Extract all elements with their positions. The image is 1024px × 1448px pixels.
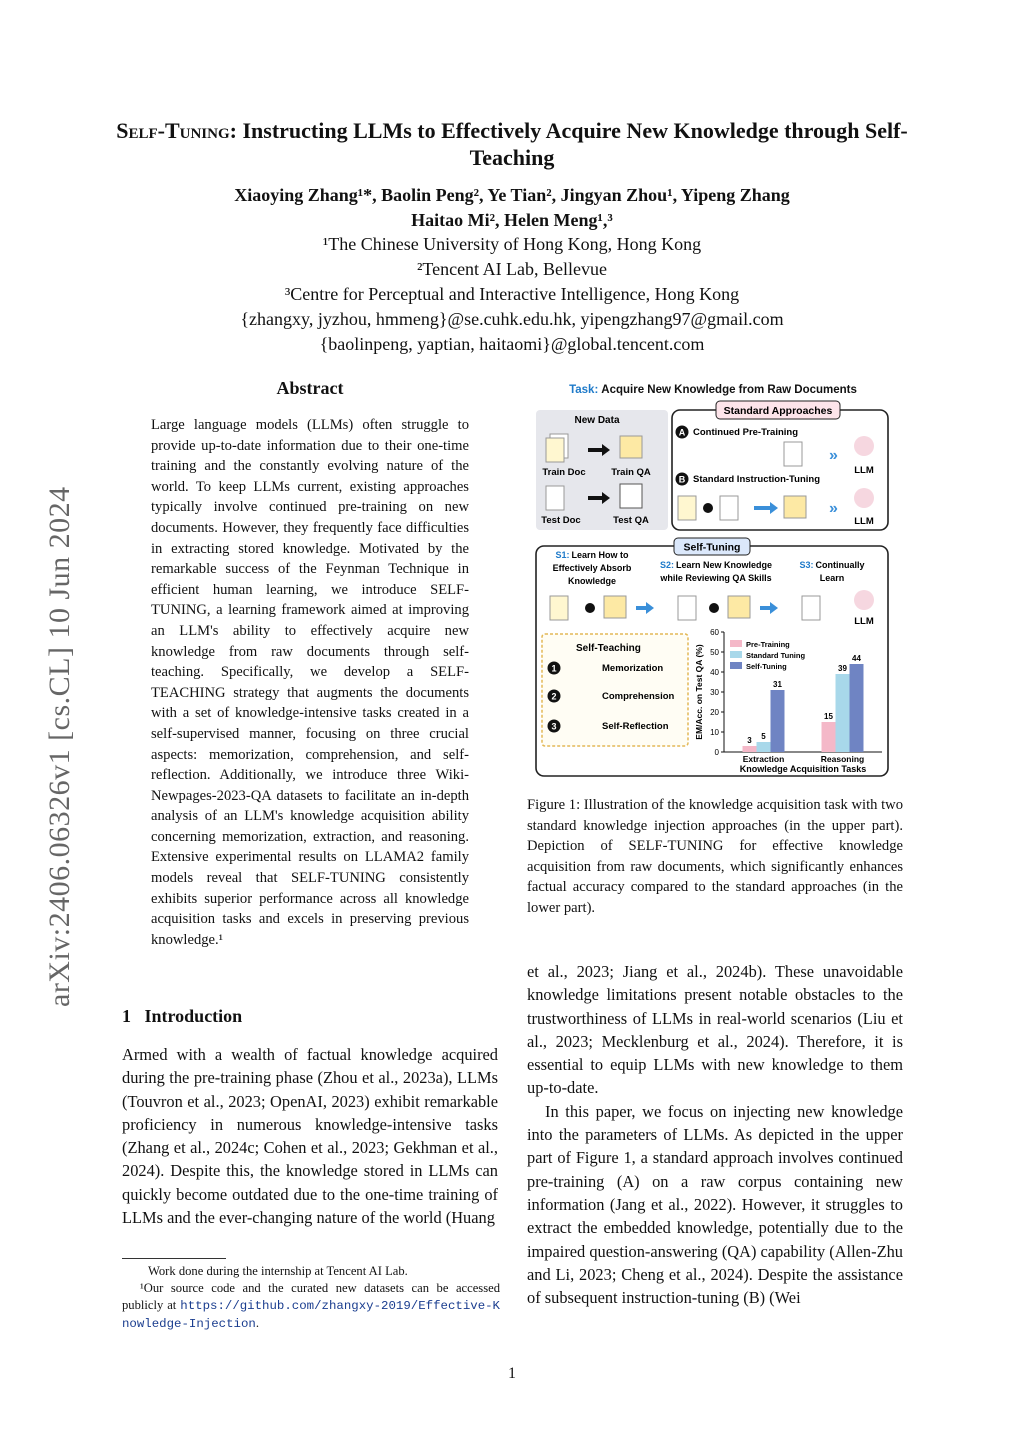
y-tick-label: 40 xyxy=(710,668,719,677)
llm-mascot-icon-c xyxy=(854,590,874,610)
footnote-link[interactable]: https://github.com/zhangxy-2019/Effective-Knowledge-Injection xyxy=(122,1299,500,1331)
bar-self-tuning xyxy=(850,664,864,752)
memorization-label: Memorization xyxy=(602,663,664,674)
y-tick-label: 0 xyxy=(714,748,719,757)
task-label: Task: xyxy=(569,384,599,396)
step-b-label: Standard Instruction-Tuning xyxy=(693,474,821,485)
bar-pre-training xyxy=(743,746,757,752)
plus-icon xyxy=(703,503,713,513)
bar-pre-training xyxy=(822,722,836,752)
bar-self-tuning xyxy=(771,690,785,752)
s3-line2: Learn xyxy=(819,573,845,583)
title-rest: : Instructing LLMs to Effectively Acquire New Knowledge through Self-Teaching xyxy=(229,118,908,170)
self-reflection-num: 3 xyxy=(551,721,557,732)
self-reflection-label: Self-Reflection xyxy=(602,721,669,732)
comprehension-num: 2 xyxy=(551,691,557,702)
s2-doc-icon xyxy=(678,596,696,620)
author-list xyxy=(100,183,924,233)
legend-swatch xyxy=(730,640,742,647)
s1-qa-icon xyxy=(604,596,626,618)
figure-1 xyxy=(532,378,894,783)
llm-mascot-icon-a xyxy=(854,436,874,456)
comprehension-label: Comprehension xyxy=(602,691,675,702)
s1-line1-text: Learn How to xyxy=(571,550,629,560)
double-chevron-icon-2: » xyxy=(829,500,838,517)
bar-value-label: 15 xyxy=(824,712,833,721)
y-tick-label: 20 xyxy=(710,708,719,717)
y-tick-label: 60 xyxy=(710,628,719,637)
legend-label: Standard Tuning xyxy=(746,651,806,660)
emails-1: {zhangxy, jyzhou, hmmeng}@se.cuhk.edu.hk, yipengzhang97@gmail.com xyxy=(240,309,784,329)
s3-line1-text: Continually xyxy=(815,560,865,570)
llm-label-b: LLM xyxy=(854,516,874,527)
step-a-label: Continued Pre-Training xyxy=(693,427,799,438)
y-tick-label: 50 xyxy=(710,648,719,657)
bar-standard-tuning xyxy=(757,742,771,752)
bar-value-label: 44 xyxy=(852,654,861,663)
x-axis-label: Knowledge Acquisition Tasks xyxy=(739,764,867,774)
llm-label-a: LLM xyxy=(854,465,874,476)
train-qa-label: Train QA xyxy=(611,467,651,478)
double-chevron-icon: » xyxy=(829,447,838,464)
step-b-doc-icon xyxy=(678,496,696,520)
s2-line1 xyxy=(660,560,772,570)
title-method-name: Self-Tuning xyxy=(116,118,230,143)
abstract-heading: Abstract xyxy=(276,378,344,398)
test-qa-icon xyxy=(620,484,642,508)
s1-tag: S1: xyxy=(555,550,570,560)
y-tick-label: 10 xyxy=(710,728,719,737)
page-number: 1 xyxy=(508,1365,516,1382)
s1-line2: Effectively Absorb xyxy=(552,563,632,573)
step-b-letter: B xyxy=(678,474,686,485)
affiliations xyxy=(100,232,924,357)
test-qa-label: Test QA xyxy=(613,515,649,526)
s2-line2: while Reviewing QA Skills xyxy=(660,573,772,583)
train-doc-label: Train Doc xyxy=(542,467,586,478)
footnote-rule xyxy=(122,1258,226,1259)
s2-qa-icon xyxy=(728,596,750,618)
legend-label: Pre-Training xyxy=(746,640,790,649)
bar-value-label: 31 xyxy=(773,680,782,689)
footnotes xyxy=(122,1263,500,1333)
s3-doc-icon xyxy=(802,596,820,620)
intro-left-paragraph: Armed with a wealth of factual knowledge acquired during the pre-training phase (Zhou et al., 2023a), LLMs (Touvron et al., 2023; OpenAI, 2023) exhibit remarkable proficiency in numerous knowledge-intensive tasks (Zhang et al., 2024c; Cohen et al., 2023; Gekhman et al., 2024). Despite this, the knowledge stored in LLMs can quickly become outdated due to the one-time training of LLMs and the ever-changing nature of the world (Huang xyxy=(122,1045,498,1228)
section-number: 1 xyxy=(122,1006,131,1026)
bar-value-label: 5 xyxy=(761,732,766,741)
s3-tag: S3: xyxy=(799,560,814,570)
intro-right xyxy=(527,960,903,1309)
arxiv-identifier: arXiv:2406.06326v1 [cs.CL] 10 Jun 2024 xyxy=(43,486,76,1007)
train-qa-icon xyxy=(620,436,642,458)
self-tuning-label: Self-Tuning xyxy=(683,541,741,554)
train-doc-icon-back xyxy=(546,438,564,462)
paper-title xyxy=(100,117,924,171)
author-line-1: Xiaoying Zhang¹*, Baolin Peng², Ye Tian², Jingyan Zhou¹, Yipeng Zhang xyxy=(234,185,790,205)
x-category-label: Reasoning xyxy=(820,754,865,764)
llm-label-c: LLM xyxy=(854,616,874,627)
footnote-star: Work done during the internship at Tencent AI Lab. xyxy=(148,1264,408,1278)
affiliation-1: ¹The Chinese University of Hong Kong, Hong Kong xyxy=(322,234,702,254)
step-b-doc-icon-2 xyxy=(720,496,738,520)
bar-standard-tuning xyxy=(836,674,850,752)
standard-approaches-label: Standard Approaches xyxy=(723,405,833,417)
abstract-text: Large language models (LLMs) often struggle to provide up-to-date information due to their one-time training and the constantly evolving nature of the world. To keep LLMs current, existing approaches typically involve continued pre-training on new documents. However, they frequently face difficulties in extracting stored knowledge. Motivated by the remarkable success of the Feynman Technique in efficient human learning, we introduce SELF-TUNING, a learning framework aimed at improving an LLM's ability to effectively acquire new knowledge from raw documents through self-teaching. Specifically, we develop a SELF-TEACHING strategy that augments the documents with a set of knowledge-intensive tasks created in a self-supervised manner, focusing on three crucial aspects: memorization, comprehension, and self-reflection. Additionally, we introduce three Wiki-Newpages-2023-QA datasets to facilitate an in-depth analysis of an LLM's knowledge acquisition ability concerning memorization, extraction, and reasoning. Extensive experimental results on LLAMA2 family models reveal that SELF-TUNING consistently exhibits superior performance across all knowledge acquisition tasks and excels in preserving previous knowledge.¹ xyxy=(151,417,469,948)
section-heading xyxy=(122,1006,242,1027)
intro-right-paragraph-1: et al., 2023; Jiang et al., 2024b). These unavoidable knowledge limitations present notable obstacles to the trustworthiness of LLMs in real-world scenarios (Liu et al., 2023; Mecklenburg et al., 2024). Therefore, it is essential to equip LLMs with new knowledge to them up-to-date. xyxy=(527,962,903,1098)
footnote-one xyxy=(122,1280,500,1333)
test-doc-label: Test Doc xyxy=(541,515,581,526)
y-axis-label: EM/Acc. on Test QA (%) xyxy=(694,644,704,740)
test-doc-icon xyxy=(546,486,564,510)
s1-doc-icon xyxy=(550,596,568,620)
x-category-label: Extraction xyxy=(742,754,785,764)
s1-line1 xyxy=(555,550,629,560)
plus-icon-2 xyxy=(585,603,595,613)
s3-line1 xyxy=(799,560,864,570)
s2-tag: S2: xyxy=(659,560,674,570)
emails-2: {baolinpeng, yaptian, haitaomi}@global.tencent.com xyxy=(319,334,705,354)
author-line-2: Haitao Mi², Helen Meng¹,³ xyxy=(411,210,613,230)
legend-swatch xyxy=(730,662,742,669)
s2-line1-text: Learn New Knowledge xyxy=(675,560,773,570)
affiliation-2: ²Tencent AI Lab, Bellevue xyxy=(416,259,608,279)
footnote-one-text: ¹Our source code and the curated new datasets can be accessed publicly at xyxy=(122,1281,500,1312)
legend-label: Self-Tuning xyxy=(746,662,787,671)
figure-caption: Figure 1: Illustration of the knowledge acquisition task with two standard knowledge injection approaches (in the upper part). Depiction of SELF-TUNING for effective knowledge acquisition from raw documents, which significantly enhances factual accuracy compared to the standard approaches (in the lower part). xyxy=(527,797,903,916)
self-teaching-label: Self-Teaching xyxy=(576,643,641,654)
step-a-letter: A xyxy=(678,427,686,438)
affiliation-3: ³Centre for Perceptual and Interactive Intelligence, Hong Kong xyxy=(284,284,740,304)
task-title: Acquire New Knowledge from Raw Documents xyxy=(601,384,857,396)
new-data-label: New Data xyxy=(574,415,620,426)
step-a-doc-icon xyxy=(784,442,802,466)
figure-task-heading xyxy=(569,384,857,396)
plus-icon-3 xyxy=(709,603,719,613)
s1-line3: Knowledge xyxy=(567,576,617,586)
footnote-one-end: . xyxy=(255,1316,259,1330)
section-title: Introduction xyxy=(144,1006,243,1026)
bar-value-label: 3 xyxy=(747,736,752,745)
step-b-qa-icon xyxy=(784,496,806,518)
bar-value-label: 39 xyxy=(838,664,847,673)
legend-swatch xyxy=(730,651,742,658)
llm-mascot-icon-b xyxy=(854,488,874,508)
y-tick-label: 30 xyxy=(710,688,719,697)
memorization-num: 1 xyxy=(551,663,557,674)
intro-right-paragraph-2: In this paper, we focus on injecting new knowledge into the parameters of LLMs. As depicted in the upper part of Figure 1, a standard approach involves continued pre-training (A) on a raw corpus containing new information (Jang et al., 2022). However, it struggles to extract the embedded knowledge, potentially due to the impaired question-answering (QA) capability (Allen-Zhu and Li, 2023; Cheng et al., 2024). Despite the assistance of subsequent instruction-tuning (B) (Wei xyxy=(527,1101,903,1308)
